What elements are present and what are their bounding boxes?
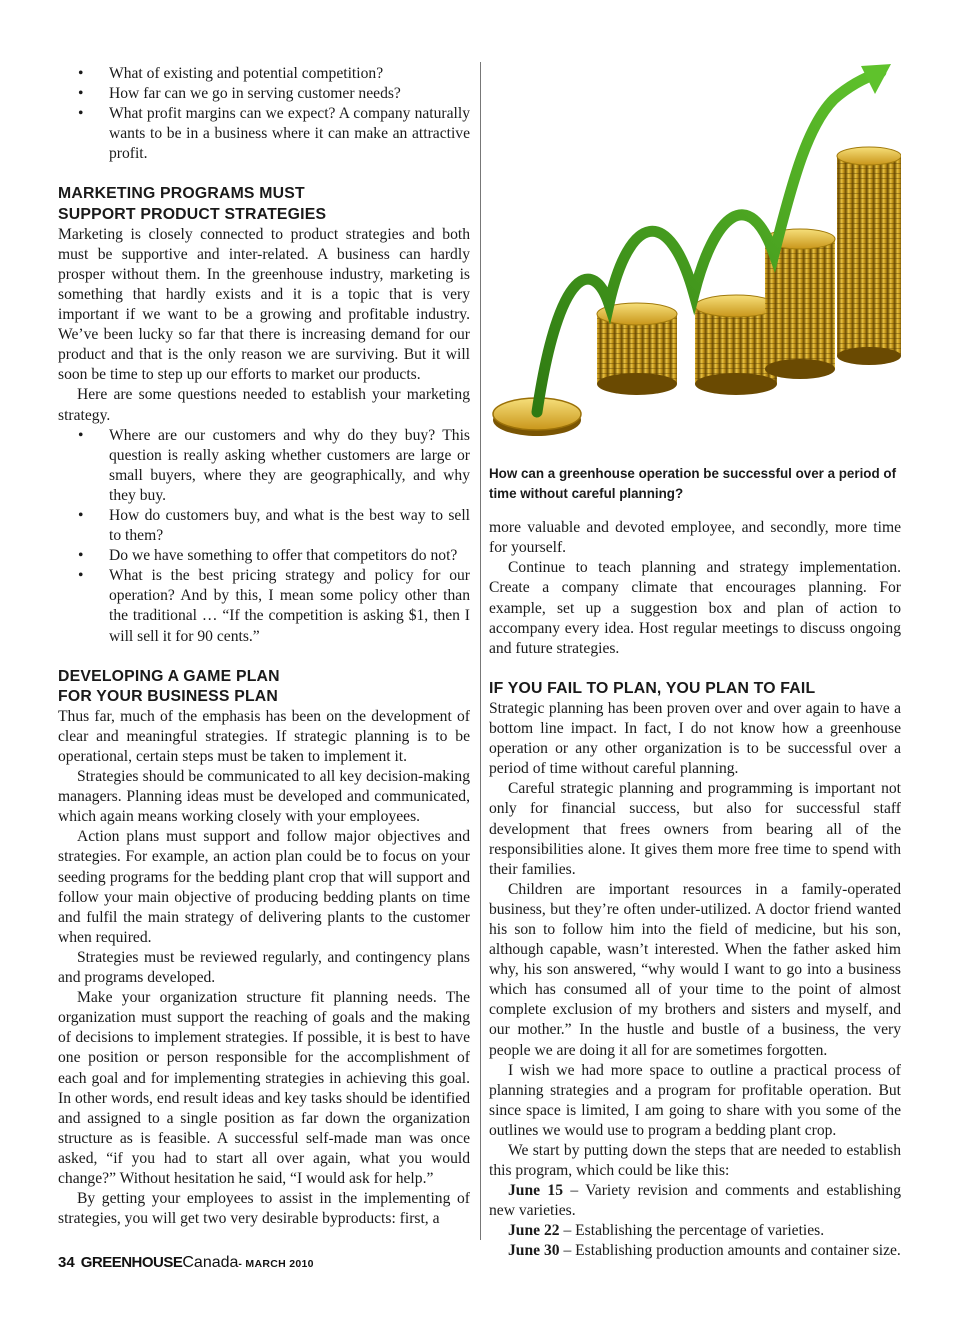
- schedule-item: June 15 – Variety revision and comments and establishing new varieties.: [489, 1182, 901, 1220]
- paragraph: Strategic planning has been proven over and over again to have a bottom line impact. In fact, I do not know how a greenhouse operation or any other organization is to be successful over a period of time without careful planning.: [489, 699, 901, 778]
- right-column: [489, 64, 901, 1262]
- coins-arrow-image: [489, 64, 901, 456]
- bullet-icon: •: [78, 426, 84, 444]
- list-item: • Do we have something to offer that competitors do not?: [58, 546, 470, 566]
- paragraph: Strategies must be reviewed regularly, and contingency plans and programs developed.: [58, 948, 470, 987]
- figure-caption: How can a greenhouse operation be successful over a period of time without careful planning?: [489, 466, 897, 502]
- paragraph: Continue to teach planning and strategy implementation. Create a company climate that encourages planning. For example, set up a suggestion box and plan of action to accompany every idea. Host regular meetings to discuss ongoing and future strategies.: [489, 559, 901, 657]
- section-heading-game-plan: DEVELOPING A GAME PLAN FOR YOUR BUSINESS PLAN: [58, 667, 280, 705]
- bullet-icon: •: [78, 65, 84, 82]
- list-item: • What profit margins can we expect? A company naturally wants to be in a business where it can make an attractive profit.: [78, 105, 470, 163]
- section-heading-marketing: MARKETING PROGRAMS MUST SUPPORT PRODUCT STRATEGIES: [58, 185, 327, 223]
- paragraph: Make your organization structure fit planning needs. The organization must support the reaching of goals and the making of decisions to implement strategies. If possible, it is best to have one position or person responsible for the accomplishment of each goal and for implementing strategies in achieving this goal. In other words, end result ideas and key tasks should be identified and assigned to a single position as far down the organization structure as is feasible. A successful self-made man was once asked, “if you had to start all over again, what you would change?” Without hesitation he said, “I would ask for help.”: [58, 989, 470, 1187]
- paragraph: I wish we had more space to outline a practical process of planning strategies and a program for profitable operation. But since space is limited, I am going to share with you some of the outlines we would use to program a bedding plant crop.: [489, 1061, 901, 1139]
- magazine-name: GREENHOUSE: [80, 1254, 183, 1271]
- paragraph: By getting your employees to assist in the implementing of strategies, you will get two very desirable byproducts: first, a: [58, 1190, 470, 1228]
- schedule-item: June 22 – Establishing the percentage of varieties.: [508, 1222, 825, 1240]
- list-item: • How far can we go in serving customer needs?: [58, 84, 470, 104]
- bullet-list-top: [58, 64, 470, 164]
- bullet-icon: •: [78, 506, 84, 524]
- list-item: • Where are our customers and why do they buy? This question is really asking whether customers are large or small buyers, where they are geographically, and why they buy.: [78, 426, 470, 504]
- bullet-icon: •: [78, 547, 84, 565]
- paragraph: Marketing is closely connected to product strategies and both must be supportive and inter-related. A business can hardly prosper without them. In the greenhouse industry, marketing is something that hardly exists and it is a topic that is very important if we want to be a growing and profitable industry. We’ve been lucky so far that there is increasing demand for our product and that is the only reason we are surviving. But it will soon be time to step up our efforts to market our products.: [58, 225, 470, 384]
- paragraph: Here are some questions needed to establish your marketing strategy.: [58, 386, 470, 424]
- coins-growth-illustration: [489, 64, 901, 456]
- issue-date: - MARCH 2010: [238, 1258, 314, 1270]
- magazine-name-suffix: Canada: [182, 1254, 239, 1271]
- section-heading-fail-to-plan: IF YOU FAIL TO PLAN, YOU PLAN TO FAIL: [489, 679, 816, 697]
- paragraph: Action plans must support and follow major objectives and strategies. For example, an action plan could be to focus on your seeding programs for the bedding plant crop that will support and follow your main objective of producing bedding plants on time and fulfil the main strategy of delivering plants to the customer when required.: [58, 828, 470, 946]
- list-item: • What of existing and potential competition?: [58, 64, 470, 84]
- paragraph: Strategies should be communicated to all key decision-making managers. Planning ideas must be developed and communicated, which again means working closely with your employees.: [58, 768, 470, 826]
- paragraph: more valuable and devoted employee, and secondly, more time for yourself.: [489, 519, 901, 557]
- page-number: 34: [58, 1254, 75, 1271]
- list-item: • What is the best pricing strategy and policy for our operation? And by this, I mean some policy other than the traditional … “If the competition is asking $1, then I will sell it for 90 cents.”: [78, 567, 470, 645]
- page-footer: [58, 1254, 314, 1272]
- column-divider: [480, 62, 481, 1240]
- bullet-icon: •: [78, 567, 84, 585]
- left-column: [58, 64, 470, 1229]
- bullet-icon: •: [78, 85, 84, 103]
- list-item: • How do customers buy, and what is the best way to sell to them?: [78, 506, 470, 545]
- paragraph: Children are important resources in a family-operated business, but they’re often under-utilized. A doctor friend wanted his son to follow him into the field of medicine, but his son, although capable, wasn’t interested. When the father asked him why, his son answered, “why would I want to go into a business which has consumed all of your time to the point of almost complete exclusion of my brothers and sisters and myself, and our mother.” In the hustle and bustle of a business, the very people we are doing it all for are sometimes forgotten.: [489, 880, 901, 1059]
- paragraph: Thus far, much of the emphasis has been on the development of clear and meaningful strategies. If strategic planning is to be operational, certain steps must be taken to implement it.: [58, 707, 470, 765]
- paragraph: Careful strategic planning and programming is important not only for financial success, but also for successful staff development that frees owners from bearing all of the responsibilities alone. It gives them more free time to spend with their families.: [489, 780, 901, 878]
- paragraph: We start by putting down the steps that are needed to establish this program, which could be like this:: [489, 1142, 901, 1180]
- schedule-item: June 30 – Establishing production amounts and container size.: [508, 1242, 901, 1260]
- bullet-list-mid: [58, 426, 470, 647]
- bullet-icon: •: [78, 105, 84, 123]
